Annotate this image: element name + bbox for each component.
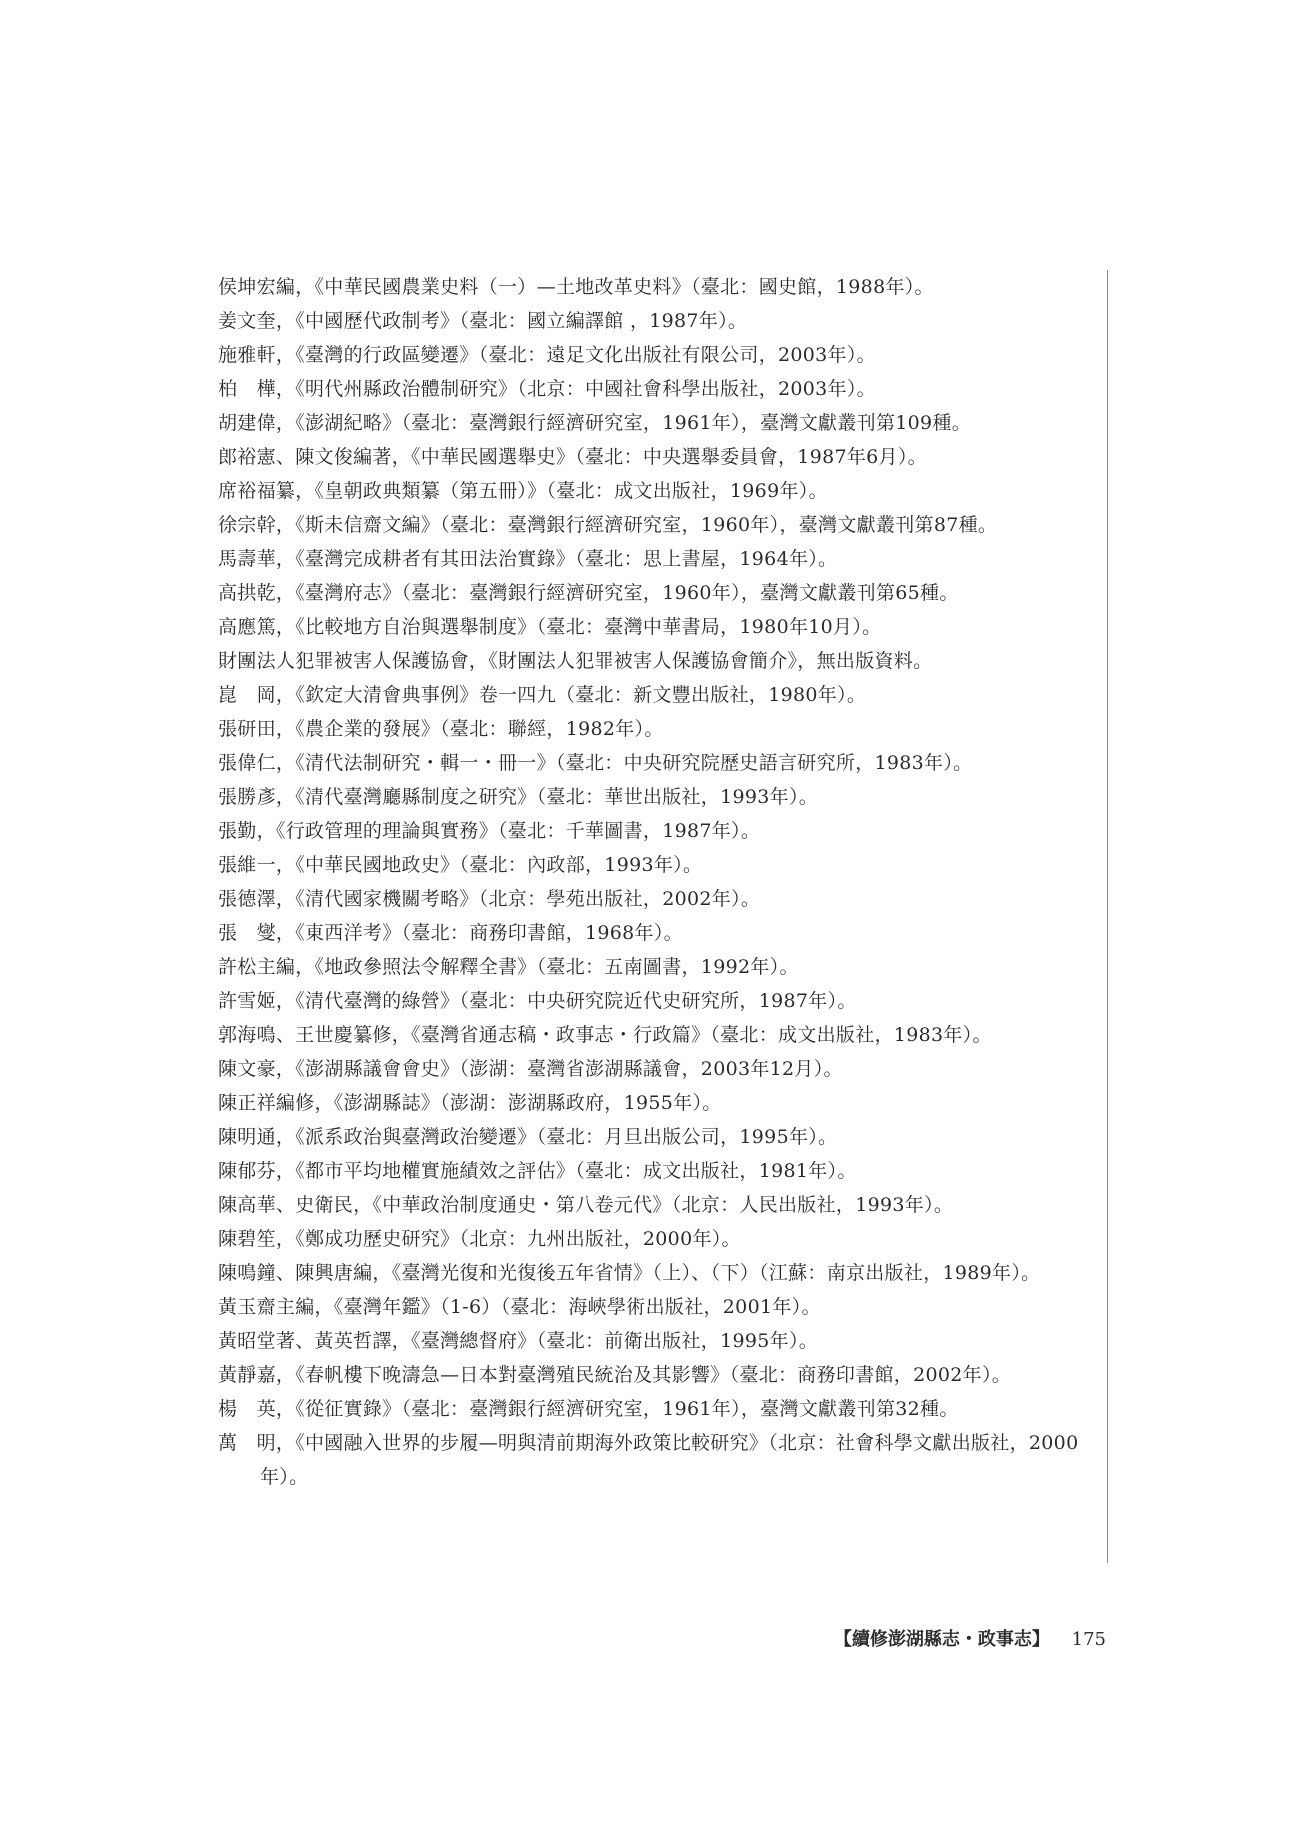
bibliography-entry: 財團法人犯罪被害人保護協會，《財團法人犯罪被害人保護協會簡介》，無出版資料。 xyxy=(218,650,933,672)
bibliography-entry: 陳碧笙，《鄭成功歷史研究》（北京：九州出版社，2000年）。 xyxy=(218,1228,741,1250)
bibliography-entry: 張勝彥，《清代臺灣廳縣制度之研究》（臺北：華世出版社，1993年）。 xyxy=(218,786,819,808)
bibliography-entry: 高應篤，《比較地方自治與選舉制度》（臺北：臺灣中華書局，1980年10月）。 xyxy=(218,616,882,638)
bibliography-list xyxy=(218,270,1088,1494)
right-margin-rule xyxy=(1107,270,1108,1563)
bibliography-entry: 許松主編，《地政參照法令解釋全書》（臺北：五南圖書，1992年）。 xyxy=(218,956,799,978)
bibliography-entry: 張研田，《農企業的發展》（臺北：聯經，1982年）。 xyxy=(218,718,664,740)
bibliography-entry: 張德澤，《清代國家機關考略》（北京：學苑出版社，2002年）。 xyxy=(218,888,761,910)
bibliography-entry: 黃玉齋主編，《臺灣年鑑》（1-6）（臺北：海峽學術出版社，2001年）。 xyxy=(218,1296,821,1318)
bibliography-entry: 侯坤宏編，《中華民國農業史料（一）—土地改革史料》（臺北：國史館，1988年）。 xyxy=(218,276,934,298)
bibliography-entry: 黃靜嘉，《春帆樓下晚濤急—日本對臺灣殖民統治及其影響》（臺北：商務印書館，2002年）。 xyxy=(218,1364,1012,1386)
bibliography-entry: 陳文豪，《澎湖縣議會會史》（澎湖：臺灣省澎湖縣議會，2003年12月）。 xyxy=(218,1058,843,1080)
bibliography-entry: 崑 岡，《欽定大清會典事例》卷一四九（臺北：新文豐出版社，1980年）。 xyxy=(218,684,867,706)
bibliography-entry: 黃昭堂著、黃英哲譯，《臺灣總督府》（臺北：前衛出版社，1995年）。 xyxy=(218,1330,819,1352)
page-footer xyxy=(834,1625,1106,1655)
bibliography-entry: 陳明通，《派系政治與臺灣政治變遷》（臺北：月旦出版公司，1995年）。 xyxy=(218,1126,838,1148)
page-number: 175 xyxy=(1071,1629,1106,1650)
bibliography-entry: 陳郁芬，《都市平均地權實施績效之評估》（臺北：成文出版社，1981年）。 xyxy=(218,1160,857,1182)
bibliography-entry: 萬 明，《中國融入世界的步履—明與清前期海外政策比較研究》（北京：社會科學文獻出版社，2000年）。 xyxy=(218,1432,1079,1488)
bibliography-entry: 張維一，《中華民國地政史》（臺北：內政部，1993年）。 xyxy=(218,854,703,876)
bibliography-entry: 楊 英，《從征實錄》（臺北：臺灣銀行經濟研究室，1961年），臺灣文獻叢刊第32種。 xyxy=(218,1398,959,1420)
bibliography-entry: 張 燮，《東西洋考》（臺北：商務印書館，1968年）。 xyxy=(218,922,683,944)
bibliography-entry: 姜文奎，《中國歷代政制考》（臺北：國立編譯館 ，1987年）。 xyxy=(218,310,748,332)
bibliography-entry: 陳鳴鐘、陳興唐編，《臺灣光復和光復後五年省情》（上）、（下）（江蘇：南京出版社，1989年）。 xyxy=(218,1262,1041,1284)
bibliography-entry: 馬壽華，《臺灣完成耕者有其田法治實錄》（臺北：思上書屋，1964年）。 xyxy=(218,548,838,570)
bibliography-entry: 施雅軒，《臺灣的行政區變遷》（臺北：遠足文化出版社有限公司，2003年）。 xyxy=(218,344,876,366)
bibliography-entry: 柏 樺，《明代州縣政治體制研究》（北京：中國社會科學出版社，2003年）。 xyxy=(218,378,876,400)
bibliography-entry: 陳高華、史衛民，《中華政治制度通史・第八卷元代》（北京：人民出版社，1993年）。 xyxy=(218,1194,954,1216)
bibliography-entry: 張偉仁，《清代法制研究・輯一・冊一》（臺北：中央研究院歷史語言研究所，1983年）。 xyxy=(218,752,973,774)
bibliography-entry: 郭海鳴、王世慶纂修，《臺灣省通志稿・政事志・行政篇》（臺北：成文出版社，1983年）。 xyxy=(218,1024,992,1046)
bibliography-entry: 許雪姬，《清代臺灣的綠營》（臺北：中央研究院近代史研究所，1987年）。 xyxy=(218,990,857,1012)
bibliography-entry: 高拱乾，《臺灣府志》（臺北：臺灣銀行經濟研究室，1960年），臺灣文獻叢刊第65種。 xyxy=(218,582,959,604)
bibliography-entry: 席裕福纂，《皇朝政典類纂（第五冊）》（臺北：成文出版社，1969年）。 xyxy=(218,480,828,502)
bibliography-entry: 徐宗幹，《斯未信齋文編》（臺北：臺灣銀行經濟研究室，1960年），臺灣文獻叢刊第87種。 xyxy=(218,514,998,536)
bibliography-entry: 胡建偉，《澎湖紀略》（臺北：臺灣銀行經濟研究室，1961年），臺灣文獻叢刊第109種。 xyxy=(218,412,972,434)
bibliography-entry: 張勤，《行政管理的理論與實務》（臺北：千華圖書，1987年）。 xyxy=(218,820,761,842)
bibliography-entry: 郎裕憲、陳文俊編著，《中華民國選舉史》（臺北：中央選舉委員會，1987年6月）。 xyxy=(218,446,927,468)
bibliography-entry: 陳正祥編修，《澎湖縣誌》（澎湖：澎湖縣政府，1955年）。 xyxy=(218,1092,722,1114)
running-footer-title: 【續修澎湖縣志・政事志】 xyxy=(833,1629,1050,1650)
